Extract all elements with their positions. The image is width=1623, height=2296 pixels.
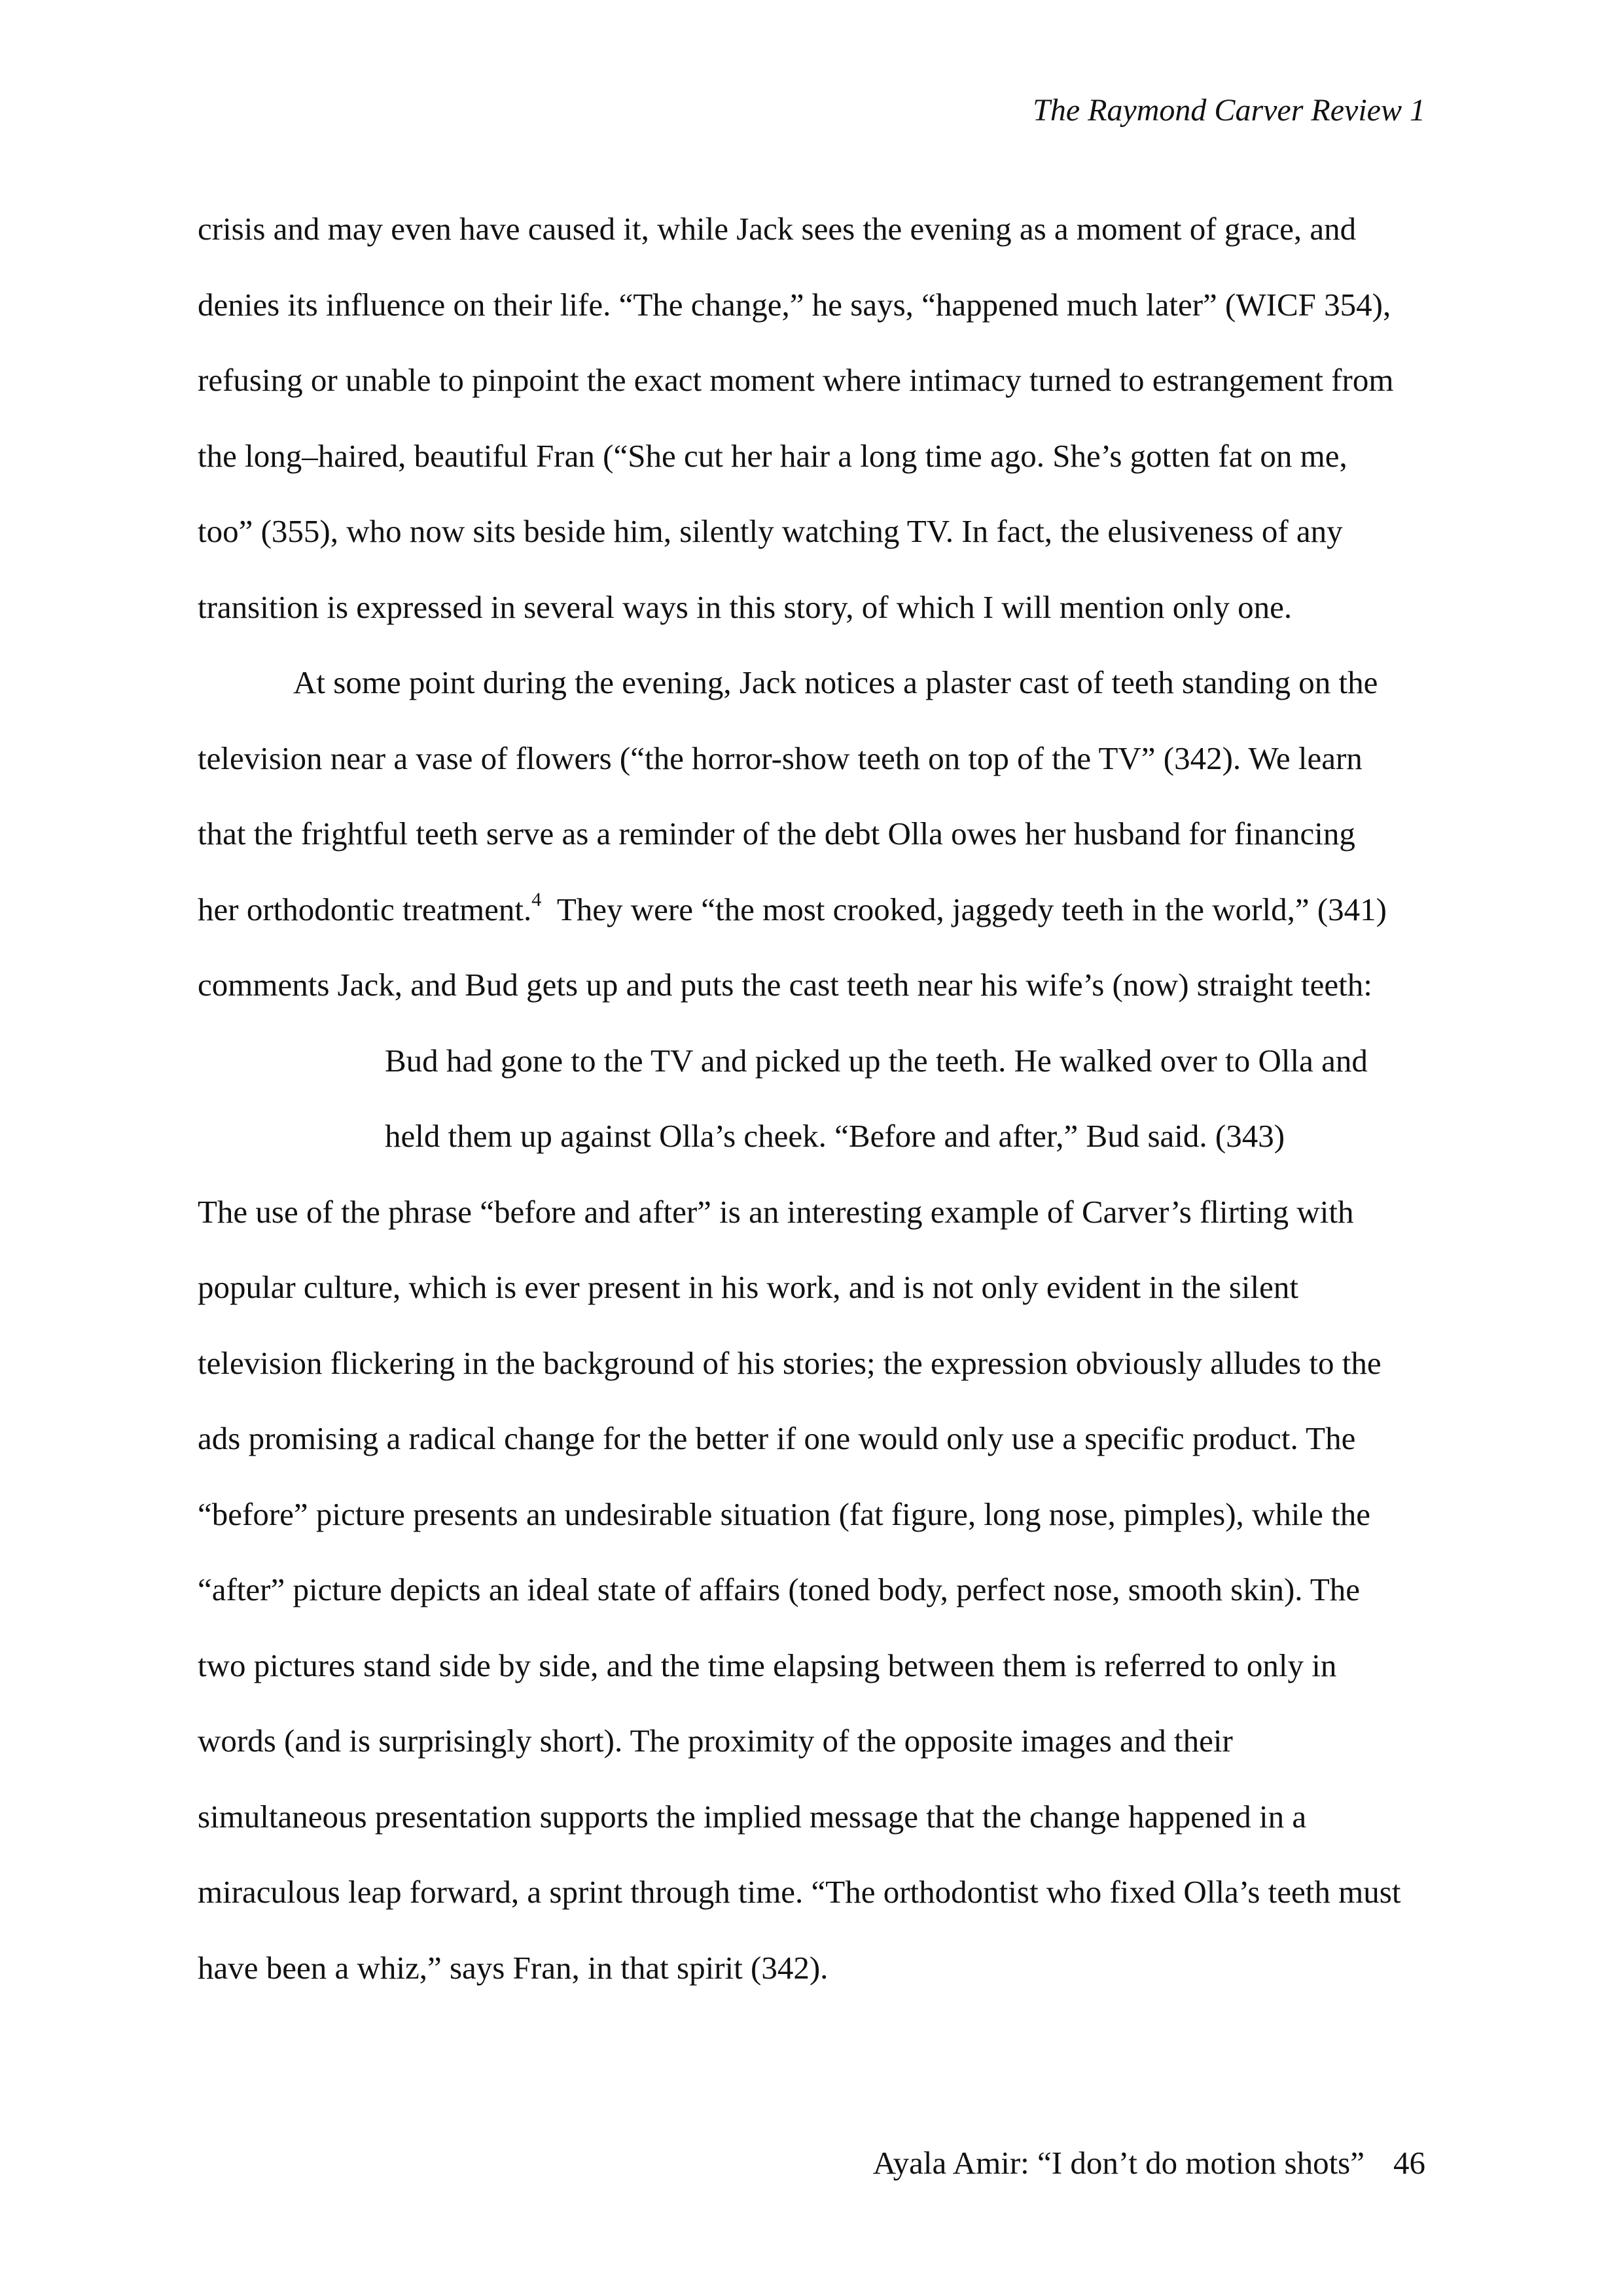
text-line: too” (355), who now sits beside him, silently watching TV. In fact, the elusiveness of any	[198, 513, 1343, 549]
text-line: refusing or unable to pinpoint the exact moment where intimacy turned to estrangement from	[198, 362, 1394, 398]
text-line: denies its influence on their life. “The change,” he says, “happened much later” (WICF 354),	[198, 286, 1391, 323]
text-line: the long–haired, beautiful Fran (“She cut her hair a long time ago. She’s gotten fat on me,	[198, 437, 1347, 474]
block-quote-line: held them up against Olla’s cheek. “Before and after,” Bud said. (343)	[385, 1118, 1285, 1154]
text-line: The use of the phrase “before and after” is an interesting example of Carver’s flirting with	[198, 1193, 1354, 1230]
text-line: “before” picture presents an undesirable situation (fat figure, long nose, pimples), while the	[198, 1496, 1370, 1532]
text-line: transition is expressed in several ways in this story, of which I will mention only one.	[198, 588, 1293, 625]
block-quote-line: Bud had gone to the TV and picked up the teeth. He walked over to Olla and	[385, 1042, 1368, 1079]
text-line: popular culture, which is ever present in his work, and is not only evident in the silent	[198, 1269, 1298, 1305]
text-line: simultaneous presentation supports the implied message that the change happened in a	[198, 1798, 1307, 1835]
text-line: words (and is surprisingly short). The proximity of the opposite images and their	[198, 1723, 1233, 1759]
text-segment: They were “the most crooked, jaggedy teeth in the world,” (341)	[541, 891, 1387, 927]
text-line: comments Jack, and Bud gets up and puts the cast teeth near his wife’s (now) straight teeth:	[198, 967, 1372, 1003]
text-line: have been a whiz,” says Fran, in that spirit (342).	[198, 1949, 829, 1986]
text-line: that the frightful teeth serve as a reminder of the debt Olla owes her husband for financing	[198, 816, 1355, 852]
footer-author-title: Ayala Amir: “I don’t do motion shots”	[872, 2145, 1364, 2181]
text-line: miraculous leap forward, a sprint through time. “The orthodontist who fixed Olla’s teeth must	[198, 1874, 1401, 1910]
text-line: two pictures stand side by side, and the time elapsing between them is referred to only in	[198, 1647, 1337, 1683]
text-line-with-footnote	[198, 872, 1441, 948]
text-line: crisis and may even have caused it, while Jack sees the evening as a moment of grace, and	[198, 211, 1357, 247]
page-number: 46	[1393, 2145, 1425, 2181]
body-text	[198, 191, 1441, 2005]
running-header-title: The Raymond Carver Review 1	[1033, 93, 1425, 128]
paragraph-first-line: At some point during the evening, Jack notices a plaster cast of teeth standing on the	[293, 664, 1378, 700]
text-line: television flickering in the background of his stories; the expression obviously alludes to the	[198, 1344, 1382, 1381]
page-footer	[873, 2144, 1425, 2183]
footnote-reference[interactable]: 4	[531, 888, 542, 910]
text-line: “after” picture depicts an ideal state of affairs (toned body, perfect nose, smooth skin). The	[198, 1571, 1361, 1607]
text-line: ads promising a radical change for the better if one would only use a specific product. The	[198, 1420, 1356, 1456]
text-segment: her orthodontic treatment.	[198, 891, 532, 927]
text-line: television near a vase of flowers (“the horror-show teeth on top of the TV” (342). We learn	[198, 740, 1363, 776]
